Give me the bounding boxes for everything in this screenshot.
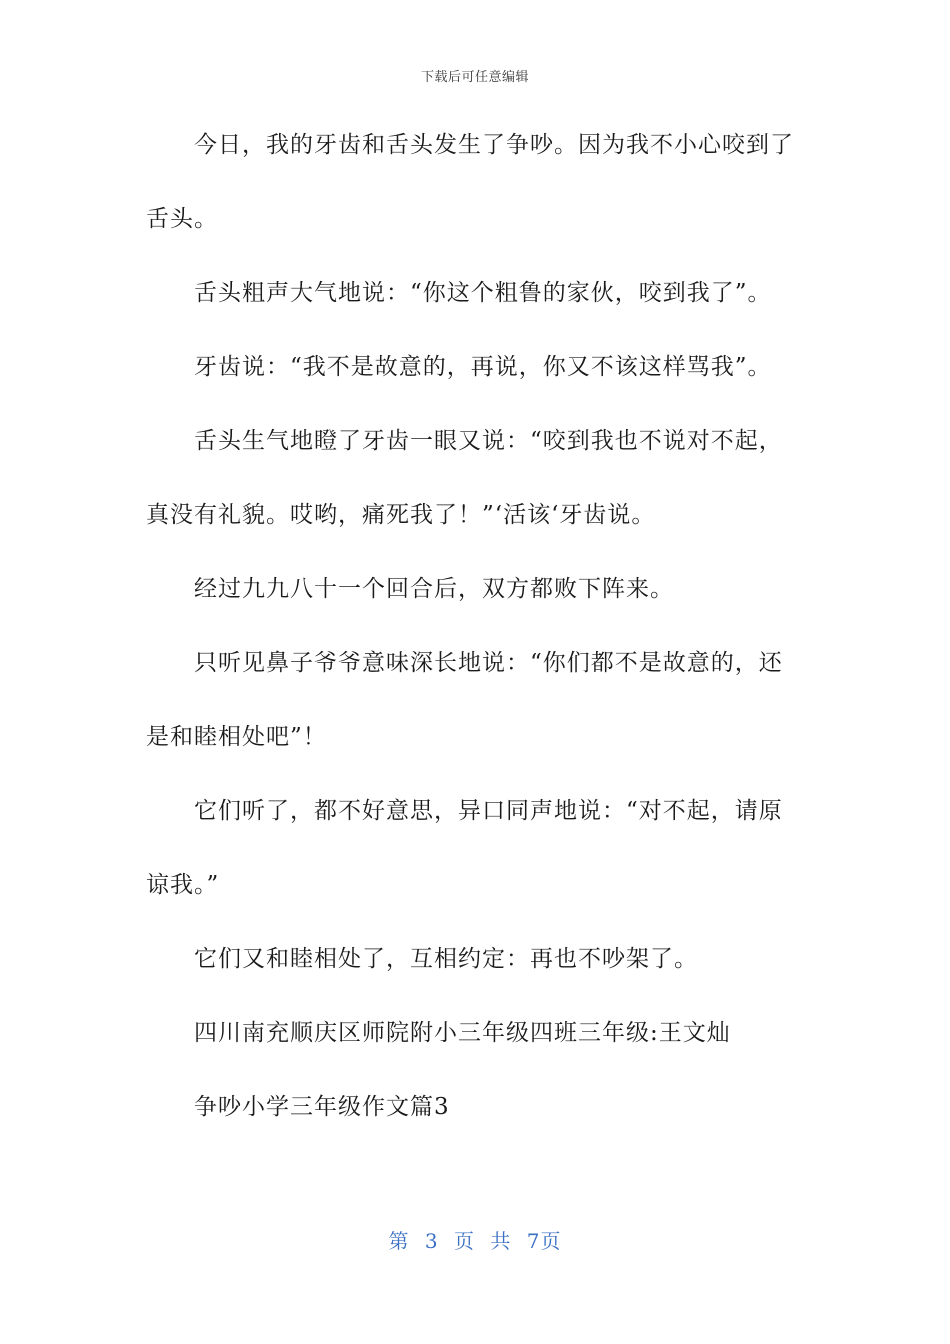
paragraph-line: 牙齿说：“我不是故意的，再说，你又不该这样骂我”。 [194,354,772,380]
paragraph-line: 只听见鼻子爷爷意味深长地说：“你们都不是故意的，还 [194,650,783,676]
total-pages: 7页 [526,1229,562,1253]
author-line: 四川南充顺庆区师院附小三年级四班三年级:王文灿 [194,1020,731,1046]
page-word: 页 [454,1229,475,1253]
paragraph-line: 真没有礼貌。哎哟，痛死我了！”‘活该‘牙齿说。 [146,502,656,528]
total-prefix: 共 [490,1229,512,1253]
page-header: 下载后可任意编辑 [420,70,529,85]
document-body [146,118,796,1154]
paragraph-line: 舌头粗声大气地说：“你这个粗鲁的家伙，咬到我了”。 [194,280,772,306]
paragraph-line: 今日，我的牙齿和舌头发生了争吵。因为我不小心咬到了 [194,132,794,158]
page-prefix: 第 [388,1229,410,1253]
paragraph-line: 它们听了，都不好意思，异口同声地说：“对不起，请原 [194,798,783,824]
paragraph-line: 它们又和睦相处了，互相约定：再也不吵架了。 [194,946,698,972]
section-title: 争吵小学三年级作文篇3 [194,1094,450,1120]
paragraph-line: 是和睦相处吧”！ [146,724,327,750]
page-number: 3 [424,1229,439,1253]
paragraph-line: 舌头生气地瞪了牙齿一眼又说：“咬到我也不说对不起， [194,428,783,454]
paragraph-line: 经过九九八十一个回合后，双方都败下阵来。 [194,576,674,602]
paragraph-line: 舌头。 [146,206,218,232]
paragraph-line: 谅我。” [146,872,220,898]
page-footer [0,1225,950,1254]
